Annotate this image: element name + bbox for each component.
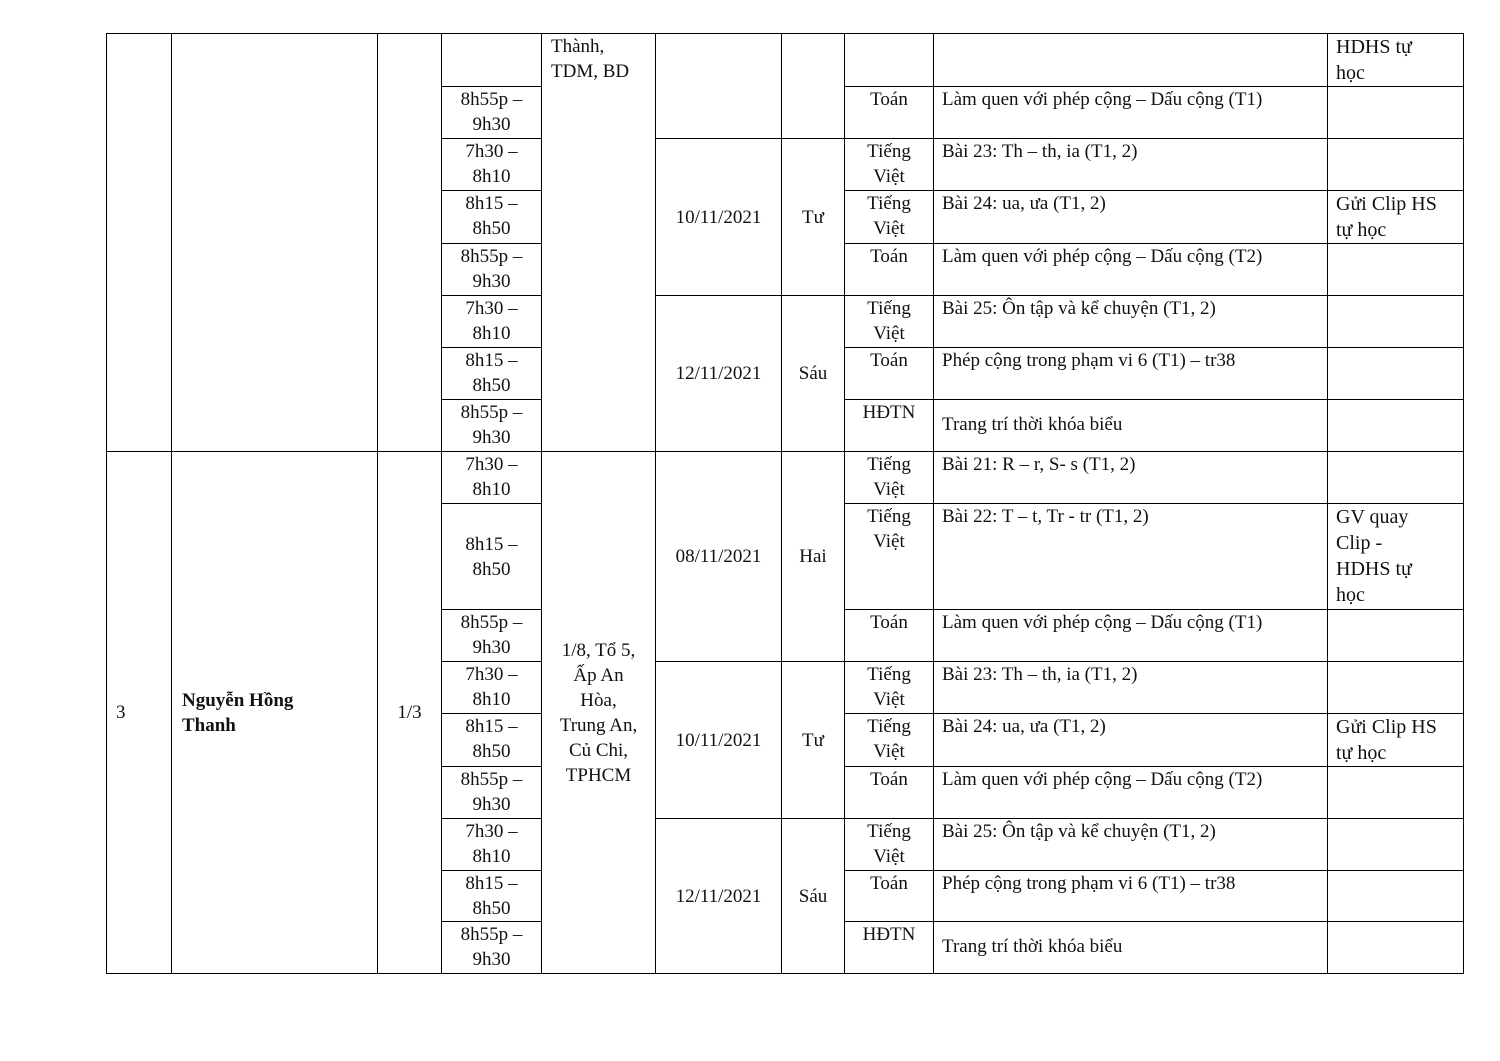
address-cell: Thành, TDM, BD	[542, 34, 656, 452]
time-cell: 8h55p – 9h30	[442, 610, 542, 662]
time-cell: 8h55p – 9h30	[442, 244, 542, 296]
weekday-cell: Sáu	[782, 296, 845, 452]
subject-cell: HĐTN	[845, 922, 934, 974]
teacher-cell	[172, 34, 378, 452]
stt-cell: 3	[107, 452, 172, 974]
time-cell: 7h30 – 8h10	[442, 139, 542, 191]
date-cell	[656, 34, 782, 139]
subject-cell: Tiếng Việt	[845, 504, 934, 610]
teacher-name: Nguyễn Hồng Thanh	[172, 452, 378, 974]
address-cell: 1/8, Tổ 5, Ấp An Hòa, Trung An, Củ Chi, TPHCM	[542, 452, 656, 974]
subject-cell: Toán	[845, 348, 934, 400]
table-row	[107, 34, 1464, 87]
time-cell: 8h15 – 8h50	[442, 348, 542, 400]
note-cell	[1328, 296, 1464, 348]
note-cell: HDHS tự học	[1328, 34, 1464, 87]
subject-cell: Tiếng Việt	[845, 662, 934, 714]
note-cell: Gửi Clip HS tự học	[1328, 191, 1464, 244]
lesson-cell: Bài 24: ua, ưa (T1, 2)	[934, 191, 1328, 244]
note-cell	[1328, 610, 1464, 662]
subject-cell: Tiếng Việt	[845, 296, 934, 348]
subject-cell: Toán	[845, 871, 934, 922]
lesson-text: Trang trí thời khóa biểu	[942, 414, 1123, 435]
class-cell: 1/3	[378, 452, 442, 974]
subject-cell: HĐTN	[845, 400, 934, 452]
weekday-cell	[782, 34, 845, 139]
date-cell: 12/11/2021	[656, 819, 782, 974]
lesson-cell: Bài 25: Ôn tập và kể chuyện (T1, 2)	[934, 296, 1328, 348]
time-cell: 7h30 – 8h10	[442, 296, 542, 348]
subject-cell	[845, 34, 934, 87]
stt-cell	[107, 34, 172, 452]
time-cell: 7h30 – 8h10	[442, 452, 542, 504]
note-cell	[1328, 819, 1464, 871]
note-cell	[1328, 87, 1464, 139]
note-cell	[1328, 662, 1464, 714]
date-cell: 12/11/2021	[656, 296, 782, 452]
lesson-cell	[934, 34, 1328, 87]
lesson-cell: Làm quen với phép cộng – Dấu cộng (T2)	[934, 767, 1328, 819]
time-cell	[442, 34, 542, 87]
time-cell: 7h30 – 8h10	[442, 662, 542, 714]
note-cell	[1328, 767, 1464, 819]
schedule-table	[106, 33, 1464, 974]
note-cell: Gửi Clip HS tự học	[1328, 714, 1464, 767]
subject-cell: Toán	[845, 87, 934, 139]
subject-cell: Tiếng Việt	[845, 714, 934, 767]
class-cell	[378, 34, 442, 452]
note-cell	[1328, 139, 1464, 191]
note-cell	[1328, 400, 1464, 452]
subject-cell: Toán	[845, 767, 934, 819]
lesson-cell: Bài 25: Ôn tập và kể chuyện (T1, 2)	[934, 819, 1328, 871]
time-cell: 8h15 – 8h50	[442, 504, 542, 610]
lesson-cell: Làm quen với phép cộng – Dấu cộng (T2)	[934, 244, 1328, 296]
lesson-cell: Bài 22: T – t, Tr - tr (T1, 2)	[934, 504, 1328, 610]
lesson-cell: Làm quen với phép cộng – Dấu cộng (T1)	[934, 87, 1328, 139]
weekday-cell: Tư	[782, 662, 845, 819]
lesson-cell: Bài 23: Th – th, ia (T1, 2)	[934, 662, 1328, 714]
lesson-cell: Phép cộng trong phạm vi 6 (T1) – tr38	[934, 348, 1328, 400]
note-cell	[1328, 348, 1464, 400]
weekday-cell: Hai	[782, 452, 845, 662]
subject-cell: Tiếng Việt	[845, 139, 934, 191]
time-cell: 8h15 – 8h50	[442, 191, 542, 244]
note-cell	[1328, 452, 1464, 504]
lesson-cell: Làm quen với phép cộng – Dấu cộng (T1)	[934, 610, 1328, 662]
time-cell: 8h55p – 9h30	[442, 767, 542, 819]
time-cell: 8h15 – 8h50	[442, 714, 542, 767]
note-cell	[1328, 871, 1464, 922]
lesson-cell: Phép cộng trong phạm vi 6 (T1) – tr38	[934, 871, 1328, 922]
note-cell	[1328, 244, 1464, 296]
weekday-cell: Sáu	[782, 819, 845, 974]
date-cell: 10/11/2021	[656, 662, 782, 819]
table-row	[107, 452, 1464, 504]
lesson-cell	[934, 400, 1328, 452]
lesson-cell: Bài 23: Th – th, ia (T1, 2)	[934, 139, 1328, 191]
lesson-cell: Bài 21: R – r, S- s (T1, 2)	[934, 452, 1328, 504]
date-cell: 08/11/2021	[656, 452, 782, 662]
date-cell: 10/11/2021	[656, 139, 782, 296]
note-cell: GV quay Clip - HDHS tự học	[1328, 504, 1464, 610]
subject-cell: Tiếng Việt	[845, 452, 934, 504]
lesson-cell: Bài 24: ua, ưa (T1, 2)	[934, 714, 1328, 767]
time-cell: 8h15 – 8h50	[442, 871, 542, 922]
lesson-cell	[934, 922, 1328, 974]
subject-cell: Tiếng Việt	[845, 819, 934, 871]
weekday-cell: Tư	[782, 139, 845, 296]
subject-cell: Tiếng Việt	[845, 191, 934, 244]
time-cell: 7h30 – 8h10	[442, 819, 542, 871]
lesson-text: Trang trí thời khóa biểu	[942, 936, 1123, 957]
note-cell	[1328, 922, 1464, 974]
subject-cell: Toán	[845, 244, 934, 296]
subject-cell: Toán	[845, 610, 934, 662]
time-cell: 8h55p – 9h30	[442, 400, 542, 452]
time-cell: 8h55p – 9h30	[442, 87, 542, 139]
time-cell: 8h55p – 9h30	[442, 922, 542, 974]
